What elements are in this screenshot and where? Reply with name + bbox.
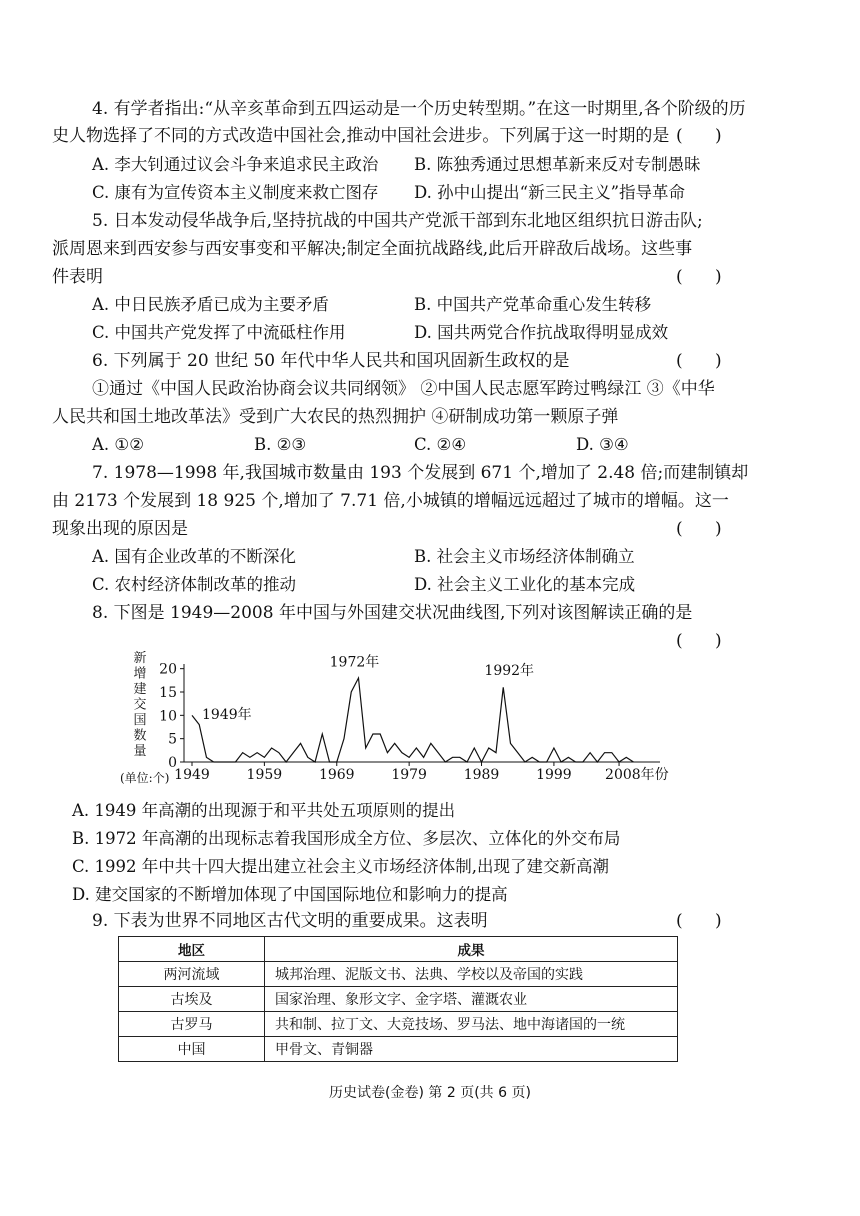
- q7-stem-line1: 7. 1978—1998 年,我国城市数量由 193 个发展到 671 个,增加了 2.48 倍;而建制镇却: [92, 463, 749, 483]
- q6-stem-line2: ①通过《中国人民政治协商会议共同纲领》 ②中国人民志愿军跨过鸭绿江 ③《中华: [92, 379, 715, 399]
- q4-option-a: A. 李大钊通过议会斗争来追求民主政治: [92, 155, 379, 174]
- q7-option-b: B. 社会主义市场经济体制确立: [414, 547, 635, 566]
- q8-option-a: A. 1949 年高潮的出现源于和平共处五项原则的提出: [72, 801, 456, 820]
- civilization-achievements-table: [118, 936, 678, 1062]
- q6-stem-line1: 6. 下列属于 20 世纪 50 年代中华人民共和国巩固新生政权的是: [92, 351, 570, 371]
- q6-stem-line3: 人民共和国土地改革法》受到广大农民的热烈拥护 ④研制成功第一颗原子弹: [52, 407, 619, 427]
- header-achievement: 成果: [265, 937, 678, 962]
- x-tick-label: 1969: [318, 767, 355, 783]
- q4-stem-line2: 史人物选择了不同的方式改造中国社会,推动中国社会进步。下列属于这一时期的是: [52, 126, 670, 146]
- page-footer: 历史试卷(金卷) 第 2 页(共 6 页): [329, 1085, 531, 1101]
- table-row: [119, 962, 678, 987]
- q9-answer-paren: ( ): [676, 911, 722, 931]
- row-region: 古埃及: [119, 987, 265, 1012]
- row-achievement: 甲骨文、青铜器: [265, 1037, 678, 1062]
- y-tick-label: 5: [168, 731, 177, 748]
- y-tick-label: 20: [159, 661, 177, 678]
- y-unit-label: (单位:个): [120, 771, 170, 785]
- y-label-char: 交: [133, 697, 147, 713]
- q4-answer-paren: ( ): [676, 126, 722, 146]
- q8-option-d: D. 建交国家的不断增加体现了中国国际地位和影响力的提高: [72, 885, 508, 904]
- q7-option-c: C. 农村经济体制改革的推动: [92, 575, 297, 594]
- row-region: 古罗马: [119, 1012, 265, 1037]
- y-label-char: 国: [133, 713, 147, 728]
- q8-stem-line1: 8. 下图是 1949—2008 年中国与外国建交状况曲线图,下列对该图解读正确的是: [92, 603, 693, 623]
- y-tick-label: 15: [159, 685, 177, 701]
- q4-option-d: D. 孙中山提出“新三民主义”指导革命: [414, 183, 686, 202]
- table-header-row: [119, 937, 678, 962]
- q9-stem-line1: 9. 下表为世界不同地区古代文明的重要成果。这表明: [92, 911, 488, 931]
- q8-option-b: B. 1972 年高潮的出现标志着我国形成全方位、多层次、立体化的外交布局: [72, 829, 621, 848]
- q6-option-a: A. ①②: [92, 435, 144, 454]
- x-tick-label: 1979: [391, 767, 427, 783]
- y-label-char: 量: [133, 744, 147, 759]
- header-region: 地区: [119, 937, 265, 962]
- q5-stem-line1: 5. 日本发动侵华战争后,坚持抗战的中国共产党派干部到东北地区组织抗日游击队;: [92, 211, 703, 231]
- q5-option-a: A. 中日民族矛盾已成为主要矛盾: [92, 295, 329, 314]
- q4-option-c: C. 康有为宣传资本主义制度来救亡图存: [92, 183, 379, 202]
- q5-option-d: D. 国共两党合作抗战取得明显成效: [414, 323, 669, 342]
- y-axis-label: [133, 651, 146, 759]
- q7-stem-line2: 由 2173 个发展到 18 925 个,增加了 7.71 倍,小城镇的增幅远远超过了城市的增幅。这一: [52, 491, 729, 511]
- q7-option-d: D. 社会主义工业化的基本完成: [414, 575, 636, 594]
- y-label-char: 增: [133, 666, 147, 682]
- row-region: 中国: [119, 1037, 265, 1062]
- x-tick-label: 1999: [536, 767, 572, 783]
- table-row: [119, 1012, 678, 1037]
- y-tick-label: 0: [168, 755, 177, 771]
- series-line: [192, 678, 634, 762]
- q6-option-c: C. ②④: [414, 435, 467, 454]
- q7-option-a: A. 国有企业改革的不断深化: [92, 547, 296, 566]
- q6-answer-paren: ( ): [676, 351, 722, 371]
- x-tick-label: 1989: [463, 767, 500, 783]
- y-label-char: 建: [133, 682, 147, 697]
- q6-option-b: B. ②③: [254, 435, 307, 454]
- row-region: 两河流域: [119, 962, 265, 987]
- y-label-char: 数: [133, 728, 147, 744]
- row-achievement: 国家治理、象形文字、金字塔、灌溉农业: [265, 987, 678, 1012]
- table-row: [119, 1037, 678, 1062]
- q7-stem-line3: 现象出现的原因是: [52, 519, 188, 539]
- q4-stem-line1: 4. 有学者指出:“从辛亥革命到五四运动是一个历史转型期。”在这一时期里,各个阶级的历: [92, 99, 746, 119]
- q5-stem-line3: 件表明: [52, 267, 103, 287]
- q5-option-c: C. 中国共产党发挥了中流砥柱作用: [92, 323, 346, 342]
- annotation-label: 1949年: [202, 707, 252, 724]
- q7-answer-paren: ( ): [676, 519, 722, 539]
- table-row: [119, 987, 678, 1012]
- x-tick-label: 1959: [246, 767, 283, 783]
- y-tick-label: 10: [159, 708, 177, 725]
- q5-option-b: B. 中国共产党革命重心发生转移: [414, 295, 652, 314]
- annotation-label: 1992年: [484, 663, 535, 680]
- q6-option-d: D. ③④: [576, 435, 629, 454]
- row-achievement: 共和制、拉丁文、大竞技场、罗马法、地中海诸国的一统: [265, 1012, 678, 1037]
- q4-option-b: B. 陈独秀通过思想革新来反对专制愚昧: [414, 155, 701, 174]
- x-tick-label: 2008年份: [605, 767, 669, 783]
- row-achievement: 城邦治理、泥版文书、法典、学校以及帝国的实践: [265, 962, 678, 987]
- y-label-char: 新: [133, 651, 147, 666]
- q5-stem-line2: 派周恩来到西安参与西安事变和平解决;制定全面抗战路线,此后开辟敌后战场。这些事: [52, 239, 693, 259]
- q8-option-c: C. 1992 年中共十四大提出建立社会主义市场经济体制,出现了建交新高潮: [72, 857, 610, 876]
- x-tick-label: 1949: [174, 767, 210, 783]
- q8-answer-paren: ( ): [676, 631, 722, 651]
- q5-answer-paren: ( ): [676, 267, 722, 287]
- diplomatic-relations-line-chart: [120, 648, 680, 794]
- annotation-label: 1972年: [329, 654, 380, 671]
